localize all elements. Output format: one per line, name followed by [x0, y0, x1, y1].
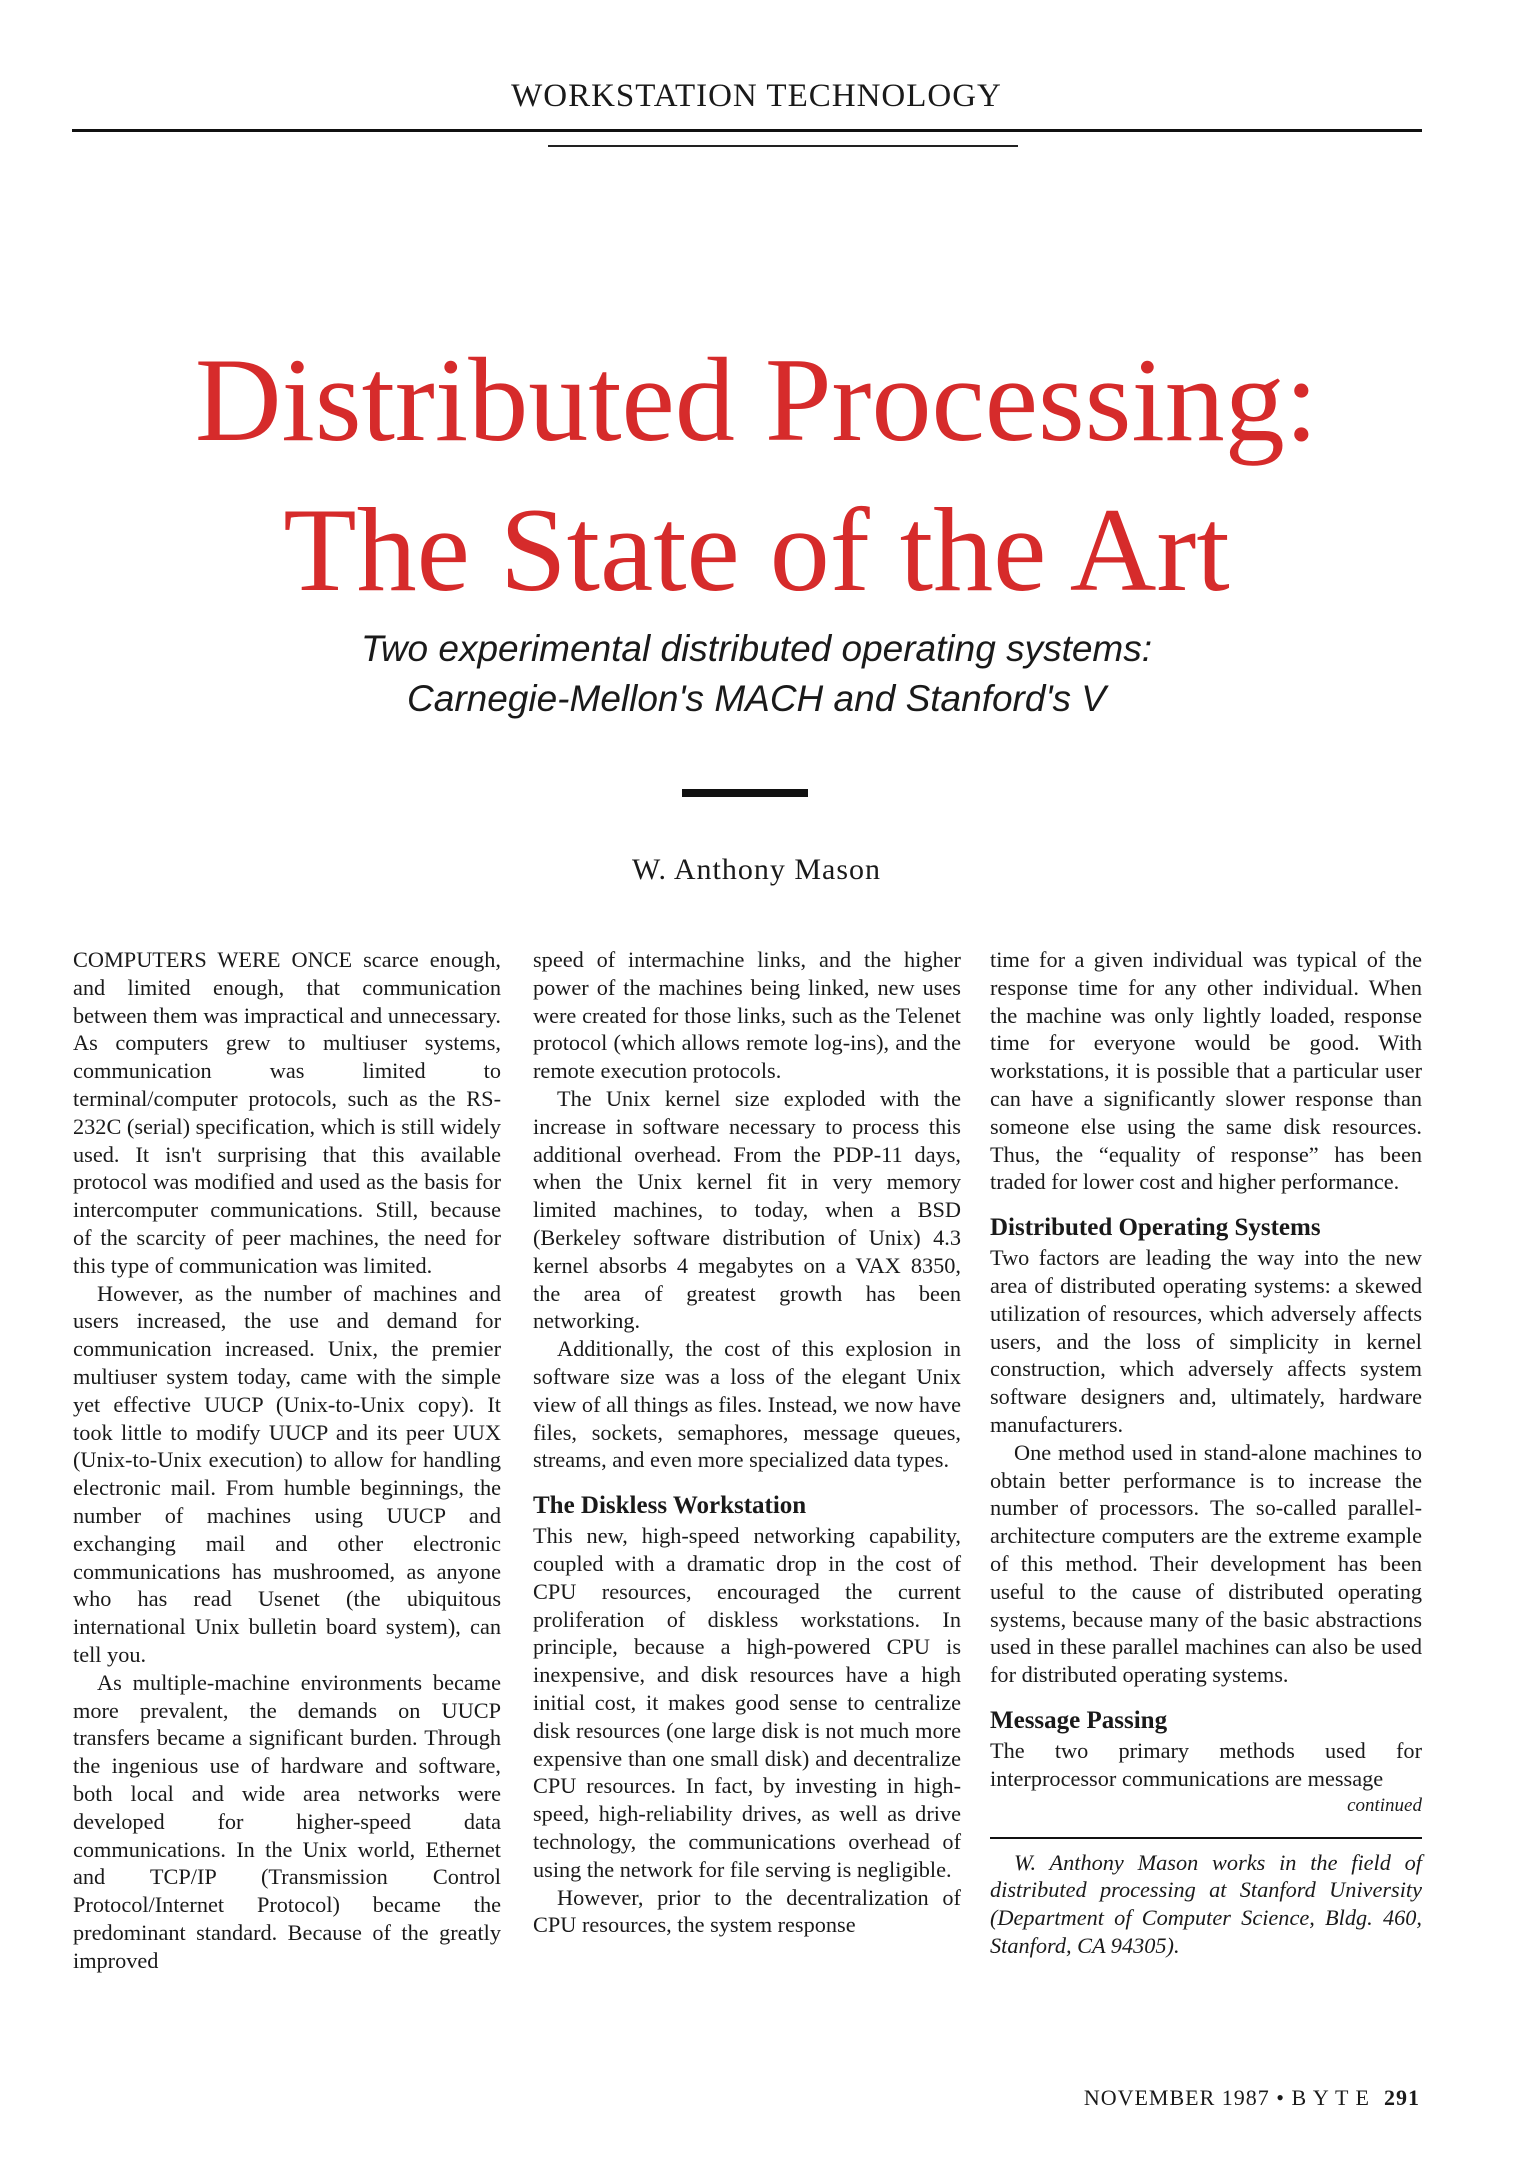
article-subtitle	[0, 624, 1513, 724]
subtitle-line-2: Carnegie-Mellon's MACH and Stanford's V	[407, 678, 1106, 719]
column-2	[533, 946, 961, 1939]
section-heading-message-passing: Message Passing	[990, 1706, 1168, 1734]
author-bio: W. Anthony Mason works in the field of distributed processing at Stanford University (Department of Computer Science, Bldg. 460, Stanford, CA 94305).	[990, 1849, 1422, 1958]
paragraph: COMPUTERS WERE ONCE scarce enough, and limited enough, that communication between them was impractical and unnecessary. As computers grew to multiuser systems, communication was limited to terminal/computer protocols, such as the RS-232C (serial) specification, which is still widely used. It isn't surprising that this available protocol was modified and used as the basis for intercomputer communications. Still, because of the scarcity of peer machines, the need for this type of communication was limited.	[73, 947, 501, 1278]
header-rule	[72, 129, 1422, 132]
column-3	[990, 946, 1422, 1960]
section-header: WORKSTATION TECHNOLOGY	[511, 78, 1002, 114]
continued-note: continued	[1347, 1794, 1422, 1816]
paragraph: However, as the number of machines and users increased, the use and demand for communication increased. Unix, the premier multiuser system today, came with the simple yet effective UUCP (Unix-to-Unix copy). It took little to modify UUCP and its peer UUX (Unix-to-Unix execution) to allow for handling electronic mail. From humble beginnings, the number of machines using UUCP and exchanging mail and other electronic communications has mushroomed, as anyone who has read Usenet (the ubiquitous international Unix bulletin board system), can tell you.	[73, 1280, 501, 1667]
paragraph: This new, high-speed networking capability, coupled with a dramatic drop in the cost of CPU resources, encouraged the current proliferation of diskless workstations. In principle, because a high-powered CPU is inexpensive, and disk resources have a high initial cost, it makes good sense to centralize disk resources (one large disk is not much more expensive than one small disk) and decentralize CPU resources. In fact, by investing in high-speed, high-reliability drives, as well as drive technology, the communications overhead of using the network for file serving is negligible.	[533, 1523, 961, 1882]
section-heading-diskless: The Diskless Workstation	[533, 1492, 807, 1520]
section-heading-distributed-os: Distributed Operating Systems	[990, 1214, 1321, 1242]
header-subrule	[548, 145, 1018, 147]
article-title	[0, 325, 1513, 625]
paragraph: The two primary methods used for interprocessor communications are message	[990, 1737, 1422, 1791]
paragraph: time for a given individual was typical of the response time for any other individual. When the machine was only lightly loaded, response time for everyone would be good. With workstations, it is possible that a particular user can have a significantly slower response than someone else using the same disk resources. Thus, the “equality of response” has been traded for lower cost and higher performance.	[990, 947, 1422, 1195]
page-number: 291	[1384, 2085, 1420, 2110]
title-line-1: Distributed Processing:	[194, 333, 1319, 466]
issue-label: NOVEMBER 1987 • B Y T E	[1083, 2085, 1370, 2110]
paragraph: Additionally, the cost of this explosion in software size was a loss of the elegant Unix view of all things as files. Instead, we now have files, sockets, semaphores, message queues, streams, and even more specialized data types.	[533, 1336, 961, 1473]
paragraph: speed of intermachine links, and the higher power of the machines being linked, new uses were created for those links, such as the Telenet protocol (which allows remote log-ins), and the remote execution protocols.	[533, 947, 961, 1084]
paragraph: The Unix kernel size exploded with the increase in software necessary to process this additional overhead. From the PDP-11 days, when the Unix kernel fit in very memory limited machines, to today, when a BSD (Berkeley software distribution of Unix) 4.3 kernel absorbs 4 megabytes on a VAX 8350, the area of greatest growth has been networking.	[533, 1085, 961, 1334]
paragraph: As multiple-machine environments became more prevalent, the demands on UUCP transfers became a significant burden. Through the ingenious use of hardware and software, both local and wide area networks were developed for higher-speed data communications. In the Unix world, Ethernet and TCP/IP (Transmission Control Protocol/Internet Protocol) became the predominant standard. Because of the greatly improved	[73, 1669, 501, 1973]
paragraph: However, prior to the decentralization of CPU resources, the system response	[533, 1884, 961, 1938]
bio-rule	[990, 1837, 1422, 1839]
page-footer	[1084, 2085, 1420, 2111]
title-line-2: The State of the Art	[283, 483, 1230, 616]
author-byline: W. Anthony Mason	[631, 853, 882, 886]
paragraph: Two factors are leading the way into the new area of distributed operating systems: a skewed utilization of resources, which adversely affects users, and the loss of simplicity in kernel construction, which adversely affects system software designers and, ultimately, hardware manufacturers.	[990, 1245, 1422, 1437]
title-divider	[682, 789, 808, 797]
column-1	[73, 946, 501, 1974]
subtitle-line-1: Two experimental distributed operating systems:	[360, 628, 1153, 669]
paragraph: One method used in stand-alone machines to obtain better performance is to increase the number of processors. The so-called parallel-architecture computers are the extreme example of this method. Their development has been useful to the cause of distributed operating systems, because many of the basic abstractions used in these parallel machines can also be used for distributed operating systems.	[990, 1439, 1422, 1688]
